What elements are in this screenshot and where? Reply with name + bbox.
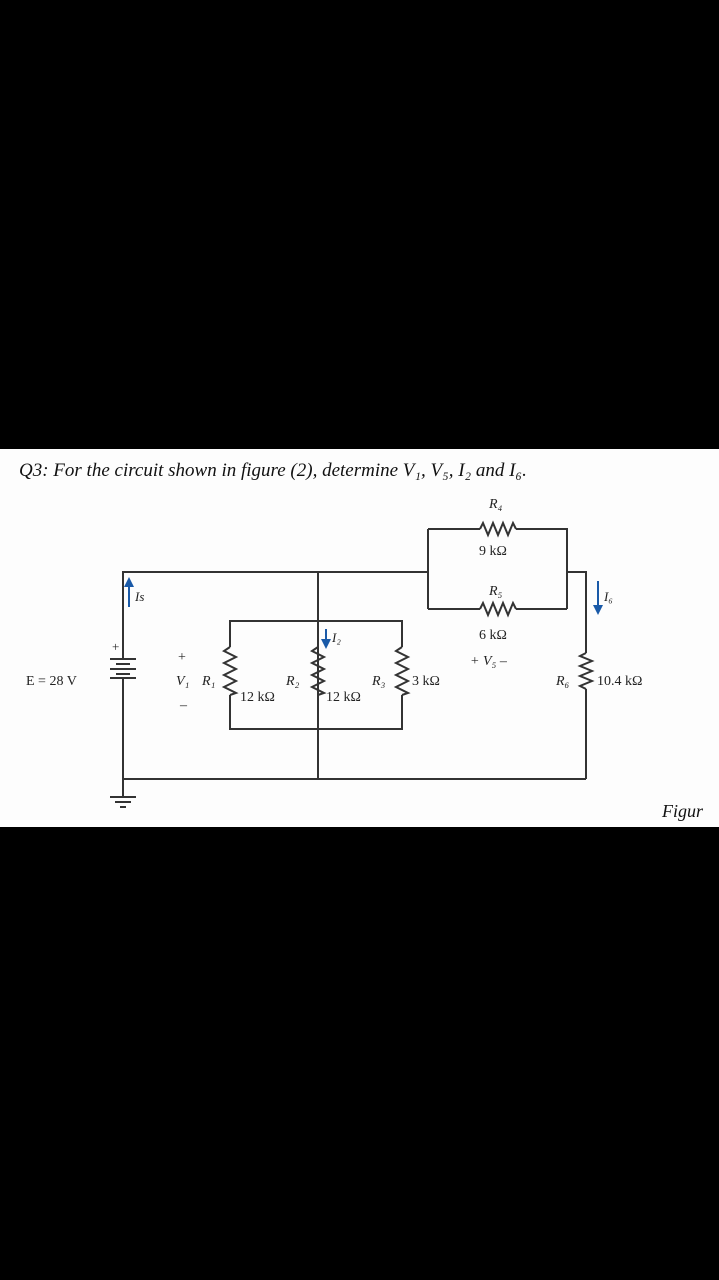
v1-label: V₁ xyxy=(176,674,190,689)
resistor-r3-symbol xyxy=(396,647,408,695)
resistor-r4-symbol xyxy=(480,523,516,535)
r5-value: 6 kΩ xyxy=(479,628,507,643)
circuit-wires xyxy=(123,529,586,779)
r1-name: R₁ xyxy=(202,674,216,689)
question-text: Q3: For the circuit shown in figure (2), determine V₁, V₅, I₂ and I₆. xyxy=(19,460,527,481)
figure-caption: Figur xyxy=(662,801,704,821)
r5-name: R₅ xyxy=(489,584,503,599)
r4-value: 9 kΩ xyxy=(479,544,507,559)
r6-value: 10.4 kΩ xyxy=(597,674,643,689)
source-label: E = 28 V xyxy=(26,674,77,689)
current-is-arrow xyxy=(124,577,134,607)
resistor-r6-symbol xyxy=(580,653,592,689)
r2-name: R₂ xyxy=(286,674,300,689)
r4-name: R₄ xyxy=(489,497,503,512)
r3-value: 3 kΩ xyxy=(412,674,440,689)
source-plus: + xyxy=(112,639,120,654)
battery-source xyxy=(110,659,136,678)
current-i2-arrow xyxy=(321,629,331,649)
v1-minus: – xyxy=(180,698,187,713)
v5-label: + V₅ – xyxy=(470,654,507,669)
r2-value: 12 kΩ xyxy=(326,690,361,705)
resistor-r1-symbol xyxy=(224,647,236,695)
r6-name: R₆ xyxy=(556,674,570,689)
current-i6-label: I₆ xyxy=(604,589,613,604)
current-is-label: Is xyxy=(135,589,145,604)
current-i6-arrow xyxy=(593,581,603,615)
v1-plus: + xyxy=(178,650,186,665)
r3-name: R₃ xyxy=(372,674,386,689)
current-i2-label: I₂ xyxy=(332,630,341,645)
ground-symbol xyxy=(110,779,136,807)
r1-value: 12 kΩ xyxy=(240,690,275,705)
question-image xyxy=(0,449,719,827)
circuit-diagram xyxy=(0,449,719,827)
resistor-r5-symbol xyxy=(480,603,516,615)
